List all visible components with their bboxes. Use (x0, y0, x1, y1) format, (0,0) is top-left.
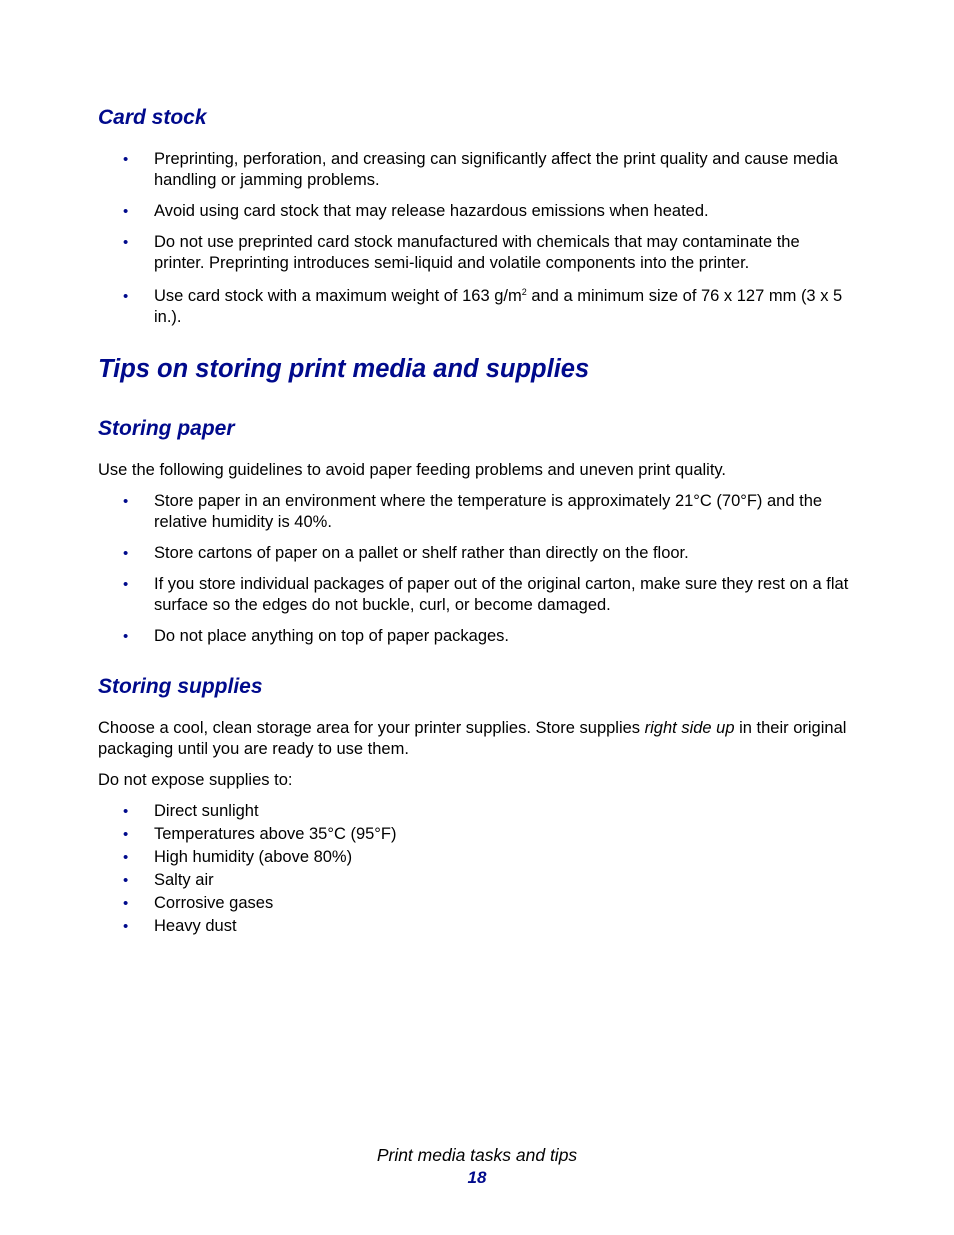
list-item-text: Heavy dust (154, 917, 237, 935)
bullet-icon: • (123, 826, 129, 843)
intro-emphasis: right side up (644, 719, 735, 737)
bullet-icon: • (123, 895, 129, 912)
expose-label: Do not expose supplies to: (98, 771, 293, 789)
storing-paper-intro: Use the following guidelines to avoid paper feeding problems and uneven print quality. (98, 461, 727, 479)
bullet-icon: • (123, 288, 129, 305)
list-item-text: Do not use preprinted card stock manufactured with chemicals that may contaminate the printer. Preprinting introduces semi-liquid and volatile components into the printer. (154, 233, 800, 272)
list-item-text: High humidity (above 80%) (154, 848, 353, 866)
bullet-icon: • (123, 849, 129, 866)
list-item (0, 847, 854, 868)
list-item-text: Do not place anything on top of paper packages. (154, 627, 509, 645)
list-item-text (154, 287, 842, 326)
list-item (0, 870, 854, 891)
list-item (0, 201, 854, 222)
list-item-text: Store cartons of paper on a pallet or shelf rather than directly on the floor. (154, 544, 689, 562)
list-item-text: If you store individual packages of paper out of the original carton, make sure they rest on a flat surface so the edges do not buckle, curl, or become damaged. (154, 575, 849, 614)
list-item (0, 626, 854, 647)
list-item (0, 824, 854, 845)
tips-heading: Tips on storing print media and supplies (98, 355, 590, 383)
list-item-text: Preprinting, perforation, and creasing can significantly affect the print quality and cause media handling or jamming problems. (154, 150, 838, 189)
list-item (0, 916, 854, 937)
bullet-icon: • (123, 151, 129, 168)
bullet-icon: • (123, 872, 129, 889)
list-item-text: Direct sunlight (154, 802, 259, 820)
storing-paper-heading: Storing paper (98, 417, 235, 440)
bullet-icon: • (123, 493, 129, 510)
list-item (0, 543, 854, 564)
list-item (0, 893, 854, 914)
storing-supplies-intro (98, 718, 858, 760)
list-item (0, 574, 854, 616)
footer-title: Print media tasks and tips (376, 1145, 578, 1165)
list-item (0, 149, 854, 191)
list-item-text: Temperatures above 35°C (95°F) (154, 825, 397, 843)
list-item (0, 286, 854, 328)
bullet-icon: • (123, 918, 129, 935)
list-item-text: Salty air (154, 871, 214, 889)
list-item (0, 491, 854, 533)
storing-supplies-heading: Storing supplies (98, 675, 263, 698)
bullet-icon: • (123, 545, 129, 562)
list-item (0, 801, 854, 822)
superscript: 2 (521, 287, 527, 297)
card-stock-heading: Card stock (98, 106, 207, 129)
page-number: 18 (467, 1168, 487, 1187)
bullet-icon: • (123, 803, 129, 820)
intro-text-part: Choose a cool, clean storage area for your printer supplies. Store supplies (98, 719, 645, 737)
intro-text-part: in their original packaging until you are ready to use them. (98, 719, 847, 758)
storing-supplies-list (0, 801, 854, 939)
list-item-text-part: Use card stock with a maximum weight of 163 g/m (154, 287, 522, 305)
bullet-icon: • (123, 628, 129, 645)
list-item-text-part: and a minimum size of 76 x 127 mm (3 x 5 in.). (154, 287, 843, 326)
list-item-text: Avoid using card stock that may release hazardous emissions when heated. (154, 202, 709, 220)
bullet-icon: • (123, 203, 129, 220)
card-stock-list (0, 149, 854, 338)
list-item-text: Corrosive gases (154, 894, 274, 912)
storing-paper-list (0, 491, 854, 657)
list-item-text: Store paper in an environment where the temperature is approximately 21°C (70°F) and the relative humidity is 40%. (154, 492, 823, 531)
bullet-icon: • (123, 234, 129, 251)
list-item (0, 232, 854, 274)
bullet-icon: • (123, 576, 129, 593)
